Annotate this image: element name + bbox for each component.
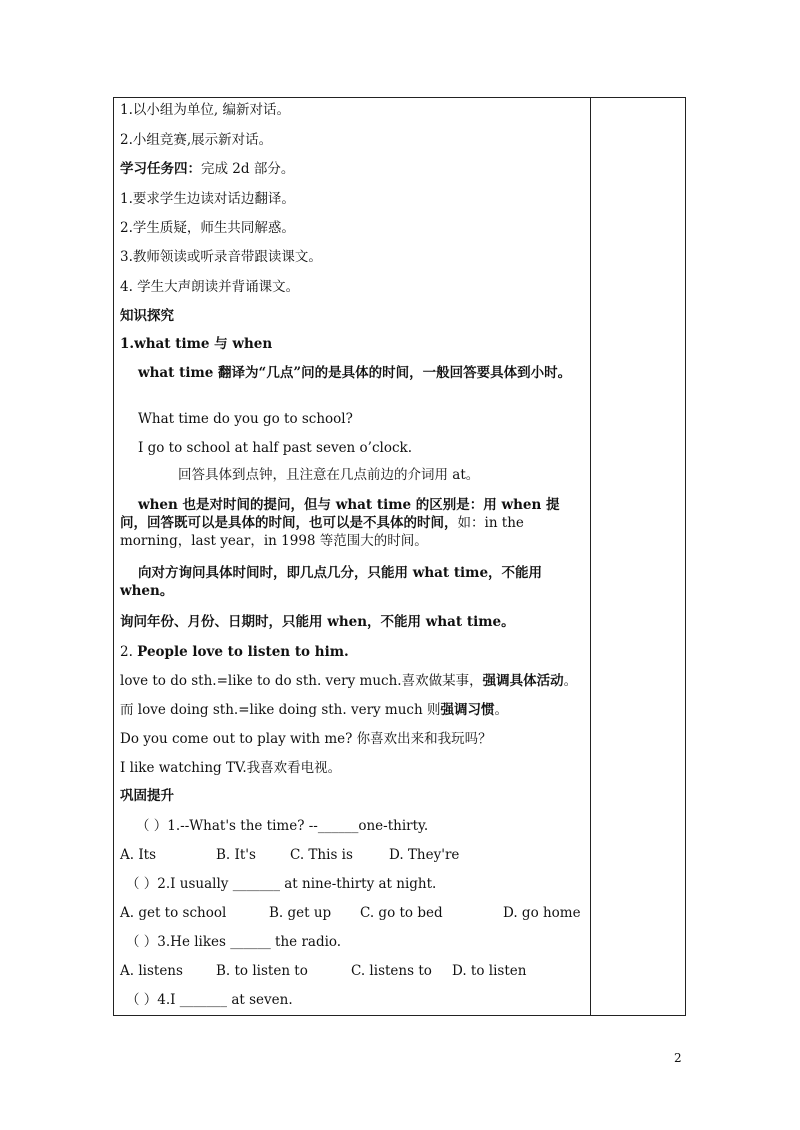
text-line: 3.教师领读或听录音带跟读课文。 (120, 249, 322, 265)
text-line (120, 672, 577, 690)
text-emphasis: 强调具体活动 (482, 673, 564, 689)
exercise-question: （ ）3.He likes ______ the radio. (126, 934, 342, 950)
section-heading: 巩固提升 (120, 788, 174, 804)
point-heading: 1.what time 与 when (120, 336, 273, 352)
text-part: 。 (494, 702, 508, 718)
exercise-option: C. This is (290, 847, 353, 863)
explanation-bold: when 也是对时间的提问，但与 what time 的区别是：用 when 提问，回答既可以是具体的时间，也可以是不具体的时间， (120, 497, 560, 531)
section-heading: 知识探究 (120, 308, 174, 324)
rule: 询问年份、月份、日期时，只能用 when，不能用 what time。 (120, 614, 515, 630)
exercise-option: C. listens to (351, 963, 432, 979)
text-line (120, 701, 508, 719)
text-line: 1.以小组为单位, 编新对话。 (120, 102, 290, 118)
explanation-normal: 如：in the morning，last year，in 1998 等范围大的时间。 (120, 515, 524, 549)
text-line: 4. 学生大声朗读并背诵课文。 (120, 279, 300, 295)
exercise-option: B. to listen to (216, 963, 308, 979)
text-line: 2.小组竞赛,展示新对话。 (120, 132, 273, 148)
exercise-option: B. It's (216, 847, 256, 863)
point-heading (120, 643, 349, 661)
text-line: 2.学生质疑，师生共同解惑。 (120, 220, 295, 236)
column-divider (590, 98, 591, 1015)
note: 回答具体到点钟，且注意在几点前边的介词用 at。 (178, 467, 480, 483)
lesson-table (113, 97, 686, 1016)
point-number: 2. (120, 644, 138, 660)
exercise-question: （ ）1.--What's the time? --______one-thirty. (136, 818, 429, 834)
text-emphasis: 强调习惯 (440, 702, 495, 718)
exercise-option: D. to listen (452, 963, 527, 979)
task-label: 学习任务四： (120, 161, 201, 177)
example-sentence: I like watching TV.我喜欢看电视。 (120, 760, 342, 776)
exercise-option: D. They're (389, 847, 460, 863)
exercise-option: A. get to school (120, 905, 227, 921)
exercise-question: （ ）4.I _______ at seven. (126, 992, 293, 1008)
task-text: 完成 2d 部分。 (201, 161, 295, 177)
example-sentence: What time do you go to school? (138, 411, 353, 427)
exercise-question: （ ）2.I usually _______ at nine-thirty at night. (126, 876, 437, 892)
example-sentence: Do you come out to play with me? 你喜欢出来和我玩吗？ (120, 731, 492, 747)
rule: 向对方询问具体时间时，即几点几分，只能用 what time，不能用 when。 (120, 565, 543, 599)
text-part: love to do sth.=like to do sth. very much.喜欢做某事， (120, 673, 483, 689)
text-part: 。 (563, 673, 578, 689)
exercise-option: C. go to bed (360, 905, 443, 921)
explanation: what time 翻译为“几点”问的是具体的时间，一般回答要具体到小时。 (138, 365, 572, 381)
exercise-option: A. Its (120, 847, 157, 863)
exercise-option: B. get up (269, 905, 332, 921)
task-heading (120, 160, 294, 178)
text-line: 1.要求学生边读对话边翻译。 (120, 191, 295, 207)
exercise-option: D. go home (503, 905, 581, 921)
explanation (120, 496, 586, 550)
point-sentence: People love to listen to him. (137, 644, 349, 660)
exercise-option: A. listens (120, 963, 183, 979)
example-sentence: I go to school at half past seven o’clock. (138, 440, 413, 456)
page-number: 2 (674, 1051, 682, 1065)
text-part: 而 love doing sth.=like doing sth. very much 则 (120, 702, 441, 718)
